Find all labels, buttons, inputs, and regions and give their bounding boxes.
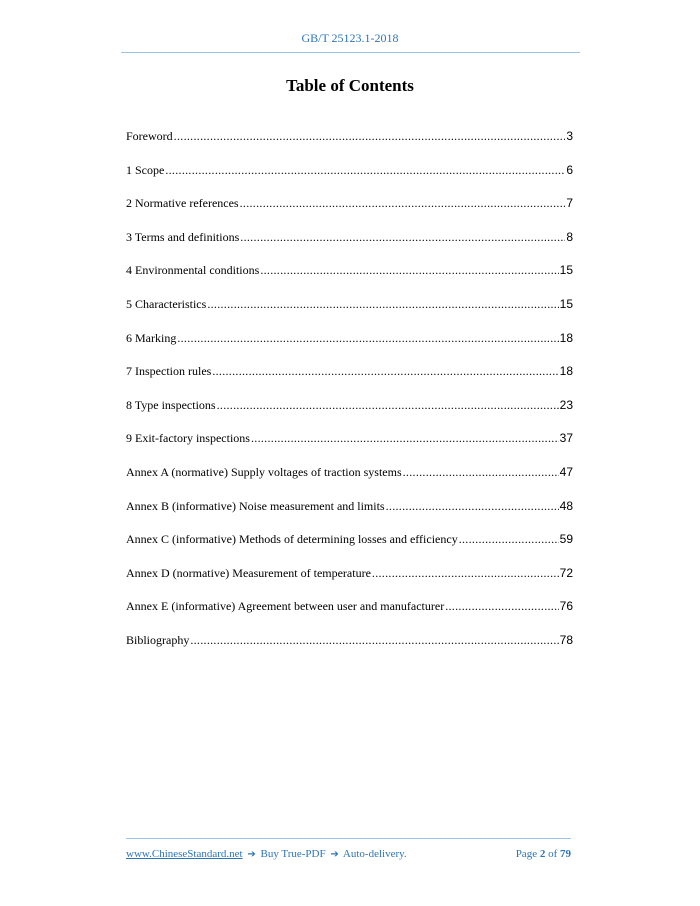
toc-dot-leader (165, 160, 565, 180)
toc-dot-leader (190, 630, 558, 650)
toc-entry[interactable] (126, 596, 573, 630)
toc-entry[interactable] (126, 328, 573, 362)
toc-entry-page-number: 15 (559, 296, 573, 311)
toc-dot-leader (240, 227, 565, 247)
toc-dot-leader (240, 193, 566, 213)
page-word: Page (515, 848, 538, 860)
toc-entry[interactable] (126, 294, 573, 328)
page-indicator (516, 848, 571, 860)
toc-entry-label: Annex C (informative) Methods of determining losses and efficiency (126, 532, 458, 547)
total-pages-number: 79 (560, 848, 571, 860)
toc-entry[interactable] (126, 630, 573, 664)
toc-entry-label: Annex A (normative) Supply voltages of traction systems (126, 464, 402, 479)
toc-entry-page-number: 48 (559, 498, 573, 513)
toc-dot-leader (177, 328, 558, 348)
toc-entry[interactable] (126, 361, 573, 395)
toc-entry-label: 6 Marking (126, 330, 177, 345)
toc-entry[interactable] (126, 496, 573, 530)
toc-entry[interactable] (126, 395, 573, 429)
toc-entry-page-number: 8 (566, 229, 573, 244)
toc-dot-leader (217, 395, 559, 415)
toc-entry-page-number: 23 (559, 397, 573, 412)
footer (126, 848, 571, 860)
toc-entry[interactable] (126, 260, 573, 294)
toc-entry-label: Annex B (informative) Noise measurement and limits (126, 498, 385, 513)
site-link[interactable]: www.ChineseStandard.net (126, 848, 243, 860)
toc-dot-leader (174, 126, 566, 146)
arrow-right-icon: ➔ (330, 849, 339, 860)
toc-entry[interactable] (126, 193, 573, 227)
toc-entry-label: Bibliography (126, 632, 190, 647)
toc-entry[interactable] (126, 126, 573, 160)
toc-dot-leader (403, 462, 559, 482)
toc-entry-label: 1 Scope (126, 162, 165, 177)
buy-true-pdf-text: Buy True-PDF (260, 848, 326, 860)
toc-entry-page-number: 78 (559, 632, 573, 647)
toc-dot-leader (459, 529, 559, 549)
toc-entry-page-number: 59 (559, 532, 573, 547)
toc-dot-leader (251, 428, 559, 448)
toc-entry[interactable] (126, 227, 573, 261)
toc-entry-label: Foreword (126, 129, 173, 143)
toc-entry[interactable] (126, 160, 573, 194)
toc-entry-page-number: 76 (559, 599, 573, 614)
toc-entry-label: 4 Environmental conditions (126, 263, 260, 278)
current-page-number: 2 (539, 848, 546, 860)
toc-entry-label: 9 Exit-factory inspections (126, 431, 250, 446)
toc-entry-label: Annex E (informative) Agreement between user and manufacturer (126, 599, 445, 614)
auto-delivery-text: Auto-delivery. (342, 848, 407, 860)
toc-dot-leader (445, 596, 558, 616)
table-of-contents (126, 126, 573, 664)
footer-divider (126, 838, 571, 839)
toc-entry[interactable] (126, 462, 573, 496)
toc-dot-leader (386, 496, 559, 516)
toc-entry-page-number: 7 (566, 196, 573, 211)
document-code-header: GB/T 25123.1-2018 (301, 31, 399, 45)
header-divider (121, 52, 580, 53)
toc-dot-leader (372, 563, 559, 583)
toc-entry-page-number: 3 (566, 129, 573, 143)
of-word: of (548, 848, 558, 860)
toc-entry-label: 3 Terms and definitions (126, 229, 240, 244)
toc-entry-page-number: 18 (559, 364, 573, 379)
toc-dot-leader (212, 361, 558, 381)
arrow-right-icon: ➔ (247, 849, 256, 860)
toc-dot-leader (260, 260, 558, 280)
toc-dot-leader (207, 294, 558, 314)
toc-entry-page-number: 18 (559, 330, 573, 345)
page-title: Table of Contents (286, 76, 414, 95)
toc-entry-page-number: 15 (559, 263, 573, 278)
toc-entry-label: 5 Characteristics (126, 296, 207, 311)
toc-entry-label: 8 Type inspections (126, 397, 216, 412)
toc-entry[interactable] (126, 428, 573, 462)
toc-entry-page-number: 6 (566, 162, 573, 177)
toc-entry[interactable] (126, 563, 573, 597)
toc-entry-page-number: 37 (559, 431, 573, 446)
toc-entry-page-number: 72 (559, 565, 573, 580)
toc-entry[interactable] (126, 529, 573, 563)
toc-entry-label: 7 Inspection rules (126, 364, 212, 379)
toc-entry-page-number: 47 (559, 464, 573, 479)
toc-entry-label: Annex D (normative) Measurement of temperature (126, 565, 371, 580)
toc-entry-label: 2 Normative references (126, 196, 239, 211)
